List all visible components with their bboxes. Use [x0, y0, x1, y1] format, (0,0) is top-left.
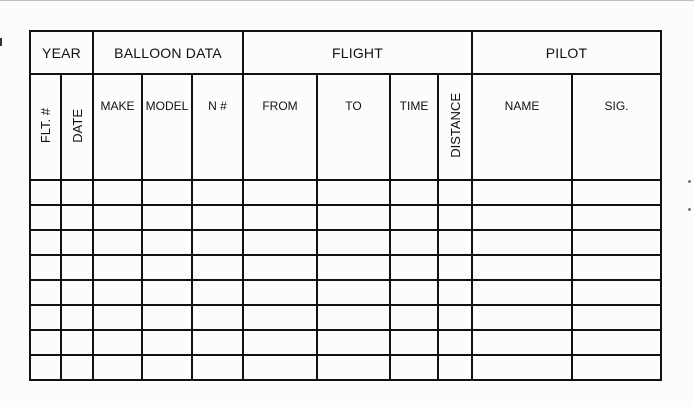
col-distance-header	[438, 74, 472, 180]
cell-model[interactable]	[142, 305, 192, 330]
cell-date[interactable]	[61, 205, 93, 230]
table-row	[30, 180, 661, 205]
page-edge-line	[0, 0, 694, 1]
col-make-header: MAKE	[93, 74, 142, 180]
cell-model[interactable]	[142, 230, 192, 255]
cell-to[interactable]	[317, 280, 390, 305]
col-date-label: DATE	[69, 108, 85, 143]
flight-log-table	[29, 30, 662, 381]
margin-dot	[688, 208, 691, 211]
table-row	[30, 205, 661, 230]
group-balloon-data-header: BALLOON DATA	[93, 31, 243, 74]
cell-from[interactable]	[243, 330, 317, 355]
cell-n-no[interactable]	[192, 180, 243, 205]
margin-dot	[688, 180, 691, 183]
cell-n-no[interactable]	[192, 305, 243, 330]
cell-from[interactable]	[243, 205, 317, 230]
cell-make[interactable]	[93, 305, 142, 330]
cell-sig[interactable]	[572, 330, 661, 355]
cell-date[interactable]	[61, 280, 93, 305]
table-row	[30, 230, 661, 255]
cell-make[interactable]	[93, 230, 142, 255]
cell-from[interactable]	[243, 305, 317, 330]
col-signature-header: SIG.	[572, 74, 661, 180]
cell-make[interactable]	[93, 255, 142, 280]
cell-to[interactable]	[317, 180, 390, 205]
cell-to[interactable]	[317, 255, 390, 280]
group-header-row	[30, 31, 661, 74]
cell-n-no[interactable]	[192, 330, 243, 355]
cell-make[interactable]	[93, 330, 142, 355]
table-row	[30, 255, 661, 280]
cell-name[interactable]	[472, 205, 572, 230]
cell-flt-no[interactable]	[30, 305, 61, 330]
cell-name[interactable]	[472, 305, 572, 330]
cell-to[interactable]	[317, 355, 390, 380]
cell-n-no[interactable]	[192, 230, 243, 255]
cell-sig[interactable]	[572, 230, 661, 255]
col-flight-number-label: FLT. #	[38, 107, 53, 144]
cell-model[interactable]	[142, 180, 192, 205]
cell-distance[interactable]	[438, 280, 472, 305]
cell-name[interactable]	[472, 230, 572, 255]
cell-flt-no[interactable]	[30, 355, 61, 380]
cell-time[interactable]	[390, 205, 438, 230]
cell-model[interactable]	[142, 205, 192, 230]
cell-date[interactable]	[61, 230, 93, 255]
cell-distance[interactable]	[438, 305, 472, 330]
col-date-header	[61, 74, 93, 180]
cell-time[interactable]	[390, 305, 438, 330]
cell-make[interactable]	[93, 180, 142, 205]
cell-name[interactable]	[472, 255, 572, 280]
col-from-header: FROM	[243, 74, 317, 180]
cell-distance[interactable]	[438, 355, 472, 380]
cell-to[interactable]	[317, 305, 390, 330]
cell-from[interactable]	[243, 180, 317, 205]
cell-distance[interactable]	[438, 230, 472, 255]
cell-distance[interactable]	[438, 330, 472, 355]
cell-flt-no[interactable]	[30, 205, 61, 230]
cell-time[interactable]	[390, 355, 438, 380]
cell-make[interactable]	[93, 205, 142, 230]
cell-sig[interactable]	[572, 205, 661, 230]
cell-to[interactable]	[317, 205, 390, 230]
table-row	[30, 330, 661, 355]
col-distance-label: DISTANCE	[447, 93, 463, 158]
cell-sig[interactable]	[572, 305, 661, 330]
cell-distance[interactable]	[438, 205, 472, 230]
cell-name[interactable]	[472, 180, 572, 205]
cell-from[interactable]	[243, 230, 317, 255]
cell-flt-no[interactable]	[30, 230, 61, 255]
cell-n-no[interactable]	[192, 355, 243, 380]
cell-make[interactable]	[93, 355, 142, 380]
cell-flt-no[interactable]	[30, 330, 61, 355]
table-row	[30, 305, 661, 330]
col-time-header: TIME	[390, 74, 438, 180]
cell-to[interactable]	[317, 330, 390, 355]
cell-flt-no[interactable]	[30, 180, 61, 205]
cell-distance[interactable]	[438, 255, 472, 280]
cell-model[interactable]	[142, 280, 192, 305]
cell-make[interactable]	[93, 280, 142, 305]
cell-date[interactable]	[61, 330, 93, 355]
group-pilot-header: PILOT	[472, 31, 661, 74]
col-model-header: MODEL	[142, 74, 192, 180]
cell-n-no[interactable]	[192, 205, 243, 230]
cell-date[interactable]	[61, 180, 93, 205]
cell-time[interactable]	[390, 255, 438, 280]
cell-model[interactable]	[142, 255, 192, 280]
table-row	[30, 280, 661, 305]
cell-model[interactable]	[142, 330, 192, 355]
cell-distance[interactable]	[438, 180, 472, 205]
cell-flt-no[interactable]	[30, 280, 61, 305]
cell-sig[interactable]	[572, 280, 661, 305]
cell-from[interactable]	[243, 255, 317, 280]
cell-sig[interactable]	[572, 355, 661, 380]
cell-n-no[interactable]	[192, 255, 243, 280]
cell-from[interactable]	[243, 355, 317, 380]
cell-date[interactable]	[61, 305, 93, 330]
group-year-header: YEAR	[30, 31, 93, 74]
cell-sig[interactable]	[572, 255, 661, 280]
cell-date[interactable]	[61, 255, 93, 280]
col-name-header: NAME	[472, 74, 572, 180]
cell-name[interactable]	[472, 280, 572, 305]
cell-time[interactable]	[390, 280, 438, 305]
cell-time[interactable]	[390, 330, 438, 355]
cell-time[interactable]	[390, 180, 438, 205]
group-flight-header: FLIGHT	[243, 31, 472, 74]
cell-date[interactable]	[61, 355, 93, 380]
cell-sig[interactable]	[572, 180, 661, 205]
cell-name[interactable]	[472, 355, 572, 380]
column-header-row	[30, 74, 661, 180]
cell-time[interactable]	[390, 230, 438, 255]
log-entries	[30, 180, 661, 380]
margin-mark	[0, 38, 2, 46]
cell-n-no[interactable]	[192, 280, 243, 305]
cell-name[interactable]	[472, 330, 572, 355]
cell-from[interactable]	[243, 280, 317, 305]
col-n-number-header: N #	[192, 74, 243, 180]
col-flight-number-header	[30, 74, 61, 180]
cell-flt-no[interactable]	[30, 255, 61, 280]
cell-model[interactable]	[142, 355, 192, 380]
cell-to[interactable]	[317, 230, 390, 255]
col-to-header: TO	[317, 74, 390, 180]
table-row	[30, 355, 661, 380]
